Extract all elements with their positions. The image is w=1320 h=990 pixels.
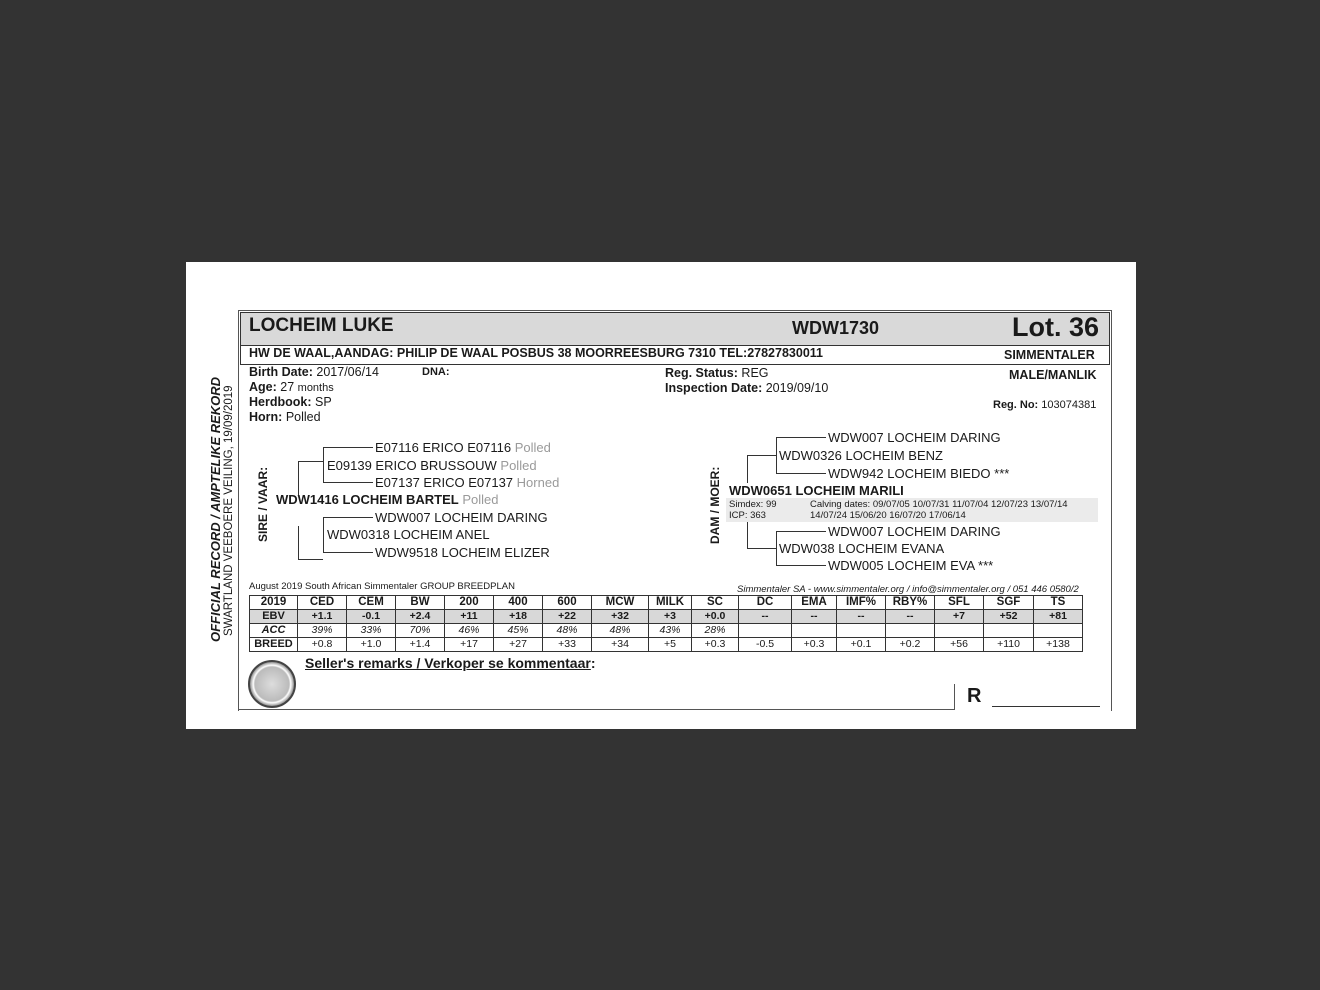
birth-date-value: 2017/06/14 — [316, 365, 379, 379]
ebv-cell: +18 — [494, 610, 543, 624]
ebv-cell: +27 — [494, 638, 543, 652]
ebv-cell: +1.4 — [396, 638, 445, 652]
dam-side-label: DAM / MOER: — [708, 466, 722, 544]
sire-sire-dam-name: E07137 ERICO E07137 — [375, 475, 514, 490]
age-value: 27 — [280, 380, 295, 394]
ebv-cell: +0.3 — [792, 638, 837, 652]
breedplan-table — [249, 595, 1083, 652]
official-record-label: OFFICIAL RECORD / AMPTELIKE REKORD — [208, 376, 223, 642]
ebv-cell: +17 — [445, 638, 494, 652]
breed-label: SIMMENTALER — [1004, 348, 1095, 362]
dam-calving-1: Calving dates: 09/07/05 10/07/31 11/07/04 12/07/23 13/07/14 — [810, 499, 1068, 510]
birth-date-label: Birth Date: — [249, 365, 313, 379]
sire-sire-dam — [375, 475, 559, 490]
ebv-header-cem: CEM — [347, 596, 396, 610]
ebv-cell — [935, 624, 984, 638]
ebv-cell: 28% — [692, 624, 739, 638]
sire-dam-sire: WDW007 LOCHEIM DARING — [375, 510, 548, 525]
reg-status-value: REG — [741, 366, 769, 380]
ebv-cell: 48% — [543, 624, 592, 638]
animal-name: LOCHEIM LUKE — [249, 315, 394, 336]
sire-dam-dam: WDW9518 LOCHEIM ELIZER — [375, 545, 550, 560]
herdbook — [249, 395, 332, 409]
dam-sire-sire: WDW007 LOCHEIM DARING — [828, 430, 1001, 445]
seller-remarks-label — [305, 655, 596, 671]
price-label: R — [967, 685, 982, 707]
sire-sire — [327, 458, 537, 473]
ebv-cell: +1.0 — [347, 638, 396, 652]
ebv-header-2019: 2019 — [250, 596, 298, 610]
ebv-cell: +32 — [592, 610, 649, 624]
herdbook-value: SP — [314, 395, 332, 409]
age-unit: months — [297, 382, 334, 394]
inspection-date-value: 2019/09/10 — [765, 381, 829, 395]
ebv-cell: +11 — [445, 610, 494, 624]
ebv-row-acc — [250, 624, 1083, 638]
ebv-row-ebv — [250, 610, 1083, 624]
ebv-header-bw: BW — [396, 596, 445, 610]
ebv-row-label: ACC — [250, 624, 298, 638]
ebv-cell: +56 — [935, 638, 984, 652]
breedplan-caption: August 2019 South African Simmentaler GROUP BREEDPLAN — [249, 581, 515, 592]
dam-dam: WDW038 LOCHEIM EVANA — [779, 541, 945, 556]
ebv-cell: -- — [837, 610, 886, 624]
dam-dam-dam: WDW005 LOCHEIM EVA *** — [828, 558, 994, 573]
ebv-cell: +110 — [984, 638, 1034, 652]
dam-dam-sire: WDW007 LOCHEIM DARING — [828, 524, 1001, 539]
sire-sire-name: E09139 ERICO BRUSSOUW — [327, 458, 497, 473]
sire-dam: WDW0318 LOCHEIM ANEL — [327, 527, 490, 542]
ebv-cell: -- — [739, 610, 792, 624]
auction-label: SWARTLAND VEEBOERE VEILING, 19/09/2019 — [223, 385, 235, 636]
ebv-cell: +5 — [649, 638, 692, 652]
ebv-cell: +0.2 — [886, 638, 935, 652]
seller-remarks-colon: : — [590, 655, 596, 671]
ebv-header-sc: SC — [692, 596, 739, 610]
ebv-cell: -- — [886, 610, 935, 624]
ebv-header-ced: CED — [298, 596, 347, 610]
ebv-row-label: EBV — [250, 610, 298, 624]
dam-icp: ICP: 363 — [729, 510, 766, 521]
ebv-cell: 46% — [445, 624, 494, 638]
ebv-header-400: 400 — [494, 596, 543, 610]
sire-sire-status: Polled — [500, 458, 537, 473]
ebv-cell: +52 — [984, 610, 1034, 624]
sex-label: MALE/MANLIK — [1009, 368, 1097, 382]
ebv-header-200: 200 — [445, 596, 494, 610]
ebv-cell: 48% — [592, 624, 649, 638]
seal-logo — [248, 660, 296, 708]
horn-value: Polled — [285, 410, 321, 424]
inspection-date-label: Inspection Date: — [665, 381, 763, 395]
owner-line: HW DE WAAL,AANDAG: PHILIP DE WAAL POSBUS 38 MOORREESBURG 7310 TEL:27827830011 — [249, 346, 823, 360]
sire-main — [276, 492, 499, 507]
seller-remarks-text: Seller's remarks / Verkoper se kommentaar — [305, 655, 591, 671]
ebv-row-label: BREED — [250, 638, 298, 652]
sire-sire-sire-status: Polled — [514, 440, 551, 455]
ebv-row-breed — [250, 638, 1083, 652]
sire-sire-dam-status: Horned — [516, 475, 560, 490]
ebv-cell: +0.3 — [692, 638, 739, 652]
ebv-cell: 43% — [649, 624, 692, 638]
ebv-header-dc: DC — [739, 596, 792, 610]
ebv-cell: 45% — [494, 624, 543, 638]
ebv-cell — [837, 624, 886, 638]
reg-no-label: Reg. No: — [993, 399, 1039, 411]
price-line — [992, 706, 1100, 707]
lot-card — [186, 262, 1136, 729]
ebv-header-sgf: SGF — [984, 596, 1034, 610]
sire-side-label: SIRE / VAAR: — [256, 466, 270, 542]
ebv-header-600: 600 — [543, 596, 592, 610]
herdbook-label: Herdbook: — [249, 395, 312, 409]
ebv-cell — [1034, 624, 1083, 638]
ebv-cell: +34 — [592, 638, 649, 652]
ebv-header-imfpct: IMF% — [837, 596, 886, 610]
ebv-cell — [984, 624, 1034, 638]
ebv-cell: 33% — [347, 624, 396, 638]
ebv-cell: +1.1 — [298, 610, 347, 624]
ebv-header-ema: EMA — [792, 596, 837, 610]
ebv-header-mcw: MCW — [592, 596, 649, 610]
ebv-header-sfl: SFL — [935, 596, 984, 610]
dam-name: WDW0651 LOCHEIM MARILI — [729, 483, 904, 498]
reg-status-label: Reg. Status: — [665, 366, 738, 380]
ebv-cell: +7 — [935, 610, 984, 624]
ebv-cell: +0.0 — [692, 610, 739, 624]
horn-label: Horn: — [249, 410, 283, 424]
ebv-cell: +33 — [543, 638, 592, 652]
dam-simdex: Simdex: 99 — [729, 499, 777, 510]
dam-sire: WDW0326 LOCHEIM BENZ — [779, 448, 943, 463]
lot-number: Lot. 36 — [1012, 312, 1100, 342]
ebv-cell: -0.1 — [347, 610, 396, 624]
reg-status — [665, 366, 769, 380]
ebv-cell: +2.4 — [396, 610, 445, 624]
sire-sire-sire — [375, 440, 551, 455]
reg-no — [993, 399, 1096, 411]
birth-date — [249, 365, 379, 379]
age-label: Age: — [249, 380, 277, 394]
sire-sire-sire-name: E07116 ERICO E07116 — [375, 440, 512, 455]
ebv-cell: +81 — [1034, 610, 1083, 624]
sire-name: WDW1416 LOCHEIM BARTEL — [276, 492, 459, 507]
ebv-cell: +0.1 — [837, 638, 886, 652]
ebv-header-milk: MILK — [649, 596, 692, 610]
dam-calving-2: 14/07/24 15/06/20 16/07/20 17/06/14 — [810, 510, 966, 521]
ebv-cell: -- — [792, 610, 837, 624]
ebv-cell — [886, 624, 935, 638]
reg-no-value: 103074381 — [1041, 399, 1097, 411]
ebv-header-rbypct: RBY% — [886, 596, 935, 610]
dna-label: DNA: — [422, 366, 450, 378]
age — [249, 380, 334, 394]
horn — [249, 410, 321, 424]
ebv-cell: 70% — [396, 624, 445, 638]
ebv-cell: +138 — [1034, 638, 1083, 652]
ebv-cell: +22 — [543, 610, 592, 624]
breedplan-contact: Simmentaler SA - www.simmentaler.org / info@simmentaler.org / 051 446 0580/2 — [737, 584, 1079, 595]
ebv-cell: +0.8 — [298, 638, 347, 652]
dam-sire-dam: WDW942 LOCHEIM BIEDO *** — [828, 466, 1010, 481]
ebv-cell: -0.5 — [739, 638, 792, 652]
animal-id: WDW1730 — [792, 318, 880, 338]
sire-status: Polled — [462, 492, 499, 507]
ebv-cell — [792, 624, 837, 638]
ebv-cell — [739, 624, 792, 638]
ebv-header-ts: TS — [1034, 596, 1083, 610]
ebv-cell: +3 — [649, 610, 692, 624]
ebv-cell: 39% — [298, 624, 347, 638]
inspection-date — [665, 381, 828, 395]
